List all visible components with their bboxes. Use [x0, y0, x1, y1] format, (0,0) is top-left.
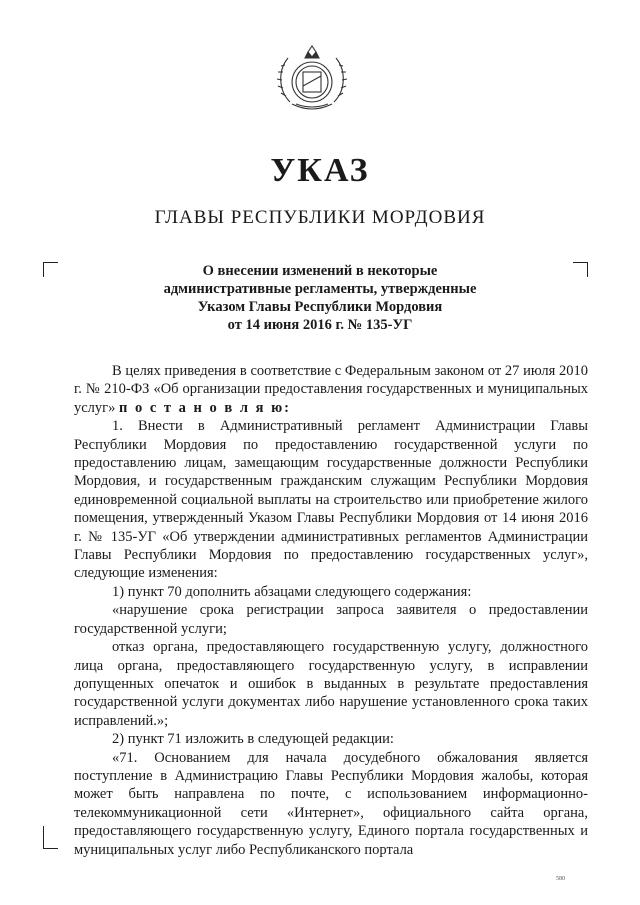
document-body [74, 362, 588, 859]
coat-of-arms-icon [272, 40, 352, 118]
subject-line: административные регламенты, утвержденные [163, 281, 477, 297]
document-subject [130, 262, 510, 334]
corner-bracket-bottom-left [43, 826, 58, 849]
body-paragraph: 1) пункт 70 дополнить абзацами следующего содержания: [112, 583, 472, 600]
body-paragraph: 1. Внести в Административный регламент Администрации Главы Республики Мордовия по предоставлению государственной услуги по предоставлению лицам, замещающим государственные должности Республики Мордовия, и государственным гражданским служащим Республики Мордовия единовременной социальной выплаты на строительство или приобретение жилого помещения, утвержденный Указом Главы Республики Мордовия от 14 июня 2016 г. № 135-УГ «Об утверждении административных регламентов Администрации Главы Республики Мордовия по предоставлению государственных услуг», следующие изменения: [74, 418, 588, 582]
preamble-text: В целях приведения в соответствие с Федеральным законом от 27 июля 2010 г. № 210-ФЗ «Об организации предоставления государственных и муниципальных услуг» [74, 363, 588, 416]
corner-bracket-top-left [43, 262, 58, 277]
subject-line: Указом Главы Республики Мордовия [197, 299, 443, 315]
preamble-paragraph [74, 362, 588, 417]
subject-line: от 14 июня 2016 г. № 135-УГ [227, 317, 413, 333]
body-paragraph: «нарушение срока регистрации запроса заявителя о предоставлении государственной услуги; [74, 602, 588, 637]
document-type-title: УКАЗ [270, 152, 370, 189]
body-paragraph: отказ органа, предоставляющего государственную услугу, должностного лица органа, предоставляющего государственную услугу, в исправлении допущенных опечаток и ошибок в выданных в результате предоставления государственной услуги документах либо нарушение установленного срока таких исправлений.»; [74, 639, 588, 729]
body-paragraph: «71. Основанием для начала досудебного обжалования является поступление в Администрацию Главы Республики Мордовия жалобы, которая может быть направлена по почте, с использованием информационно-телекоммуникационной сети «Интернет», официального сайта органа, предоставляющего государственную услугу, Единого портала государственных и муниципальных услуг либо Республиканского портала [74, 749, 588, 858]
corner-bracket-top-right [573, 262, 588, 277]
page-mark: 580 [556, 876, 565, 882]
issuer-title: ГЛАВЫ РЕСПУБЛИКИ МОРДОВИЯ [154, 207, 486, 228]
resolve-word: п о с т а н о в л я ю: [119, 399, 291, 416]
body-paragraph: 2) пункт 71 изложить в следующей редакции: [112, 731, 394, 748]
subject-line: О внесении изменений в некоторые [202, 263, 438, 279]
